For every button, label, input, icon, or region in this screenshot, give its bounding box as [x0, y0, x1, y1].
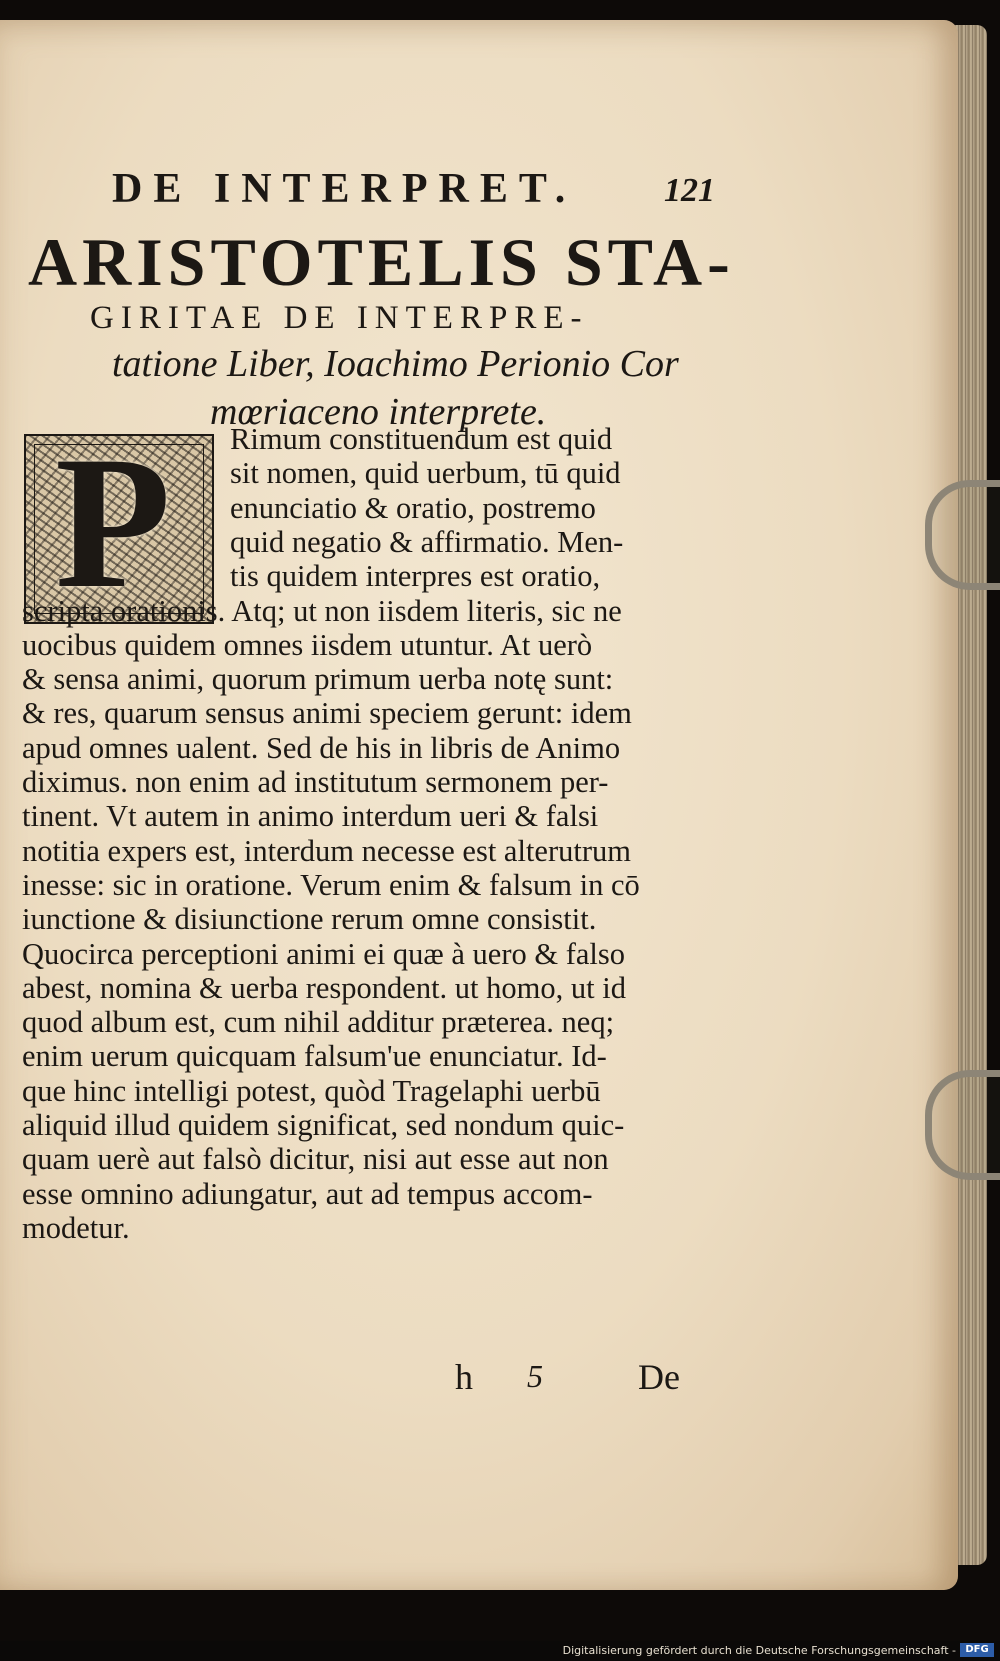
title-line-3: tatione Liber, Ioachimo Perionio Cor [112, 343, 679, 385]
text-line: tis quidem interpres est oratio, [230, 559, 601, 594]
dfg-logo: DFG [960, 1643, 994, 1657]
signature-letter: h [455, 1357, 473, 1397]
text-line: Rimum constituendum est quid [230, 422, 613, 456]
text-line: scripta orationis. Atq; ut non iisdem literis, sic ne [22, 593, 622, 628]
text-line: diximus. non enim ad institutum sermonem per- [22, 765, 609, 799]
title-line-1: ARISTOTELIS STA- [28, 224, 735, 300]
initial-letter: P [54, 418, 172, 628]
text-line: quid negatio & affirmatio. Men- [230, 524, 624, 559]
folio-number: 121 [664, 172, 715, 209]
running-head: DE INTERPRET. [112, 166, 577, 212]
text-line: tinent. Vt autem in animo interdum ueri & falsi [22, 799, 599, 834]
text-line: modetur. [22, 1210, 130, 1245]
text-line: esse omnino adiungatur, aut ad tempus accom- [22, 1176, 593, 1211]
clasp-top [925, 480, 1000, 590]
text-line: & sensa animi, quorum primum uerba notę sunt: [22, 662, 614, 697]
catchword: De [638, 1357, 680, 1397]
signature-number: 5 [527, 1358, 543, 1394]
text-line: enunciatio & oratio, postremo [230, 490, 596, 525]
text-line: enim uerum quicquam falsum'ue enunciatur. Id- [22, 1039, 607, 1074]
title-line-4: mœriaceno interprete. [210, 391, 547, 433]
text-line: notitia expers est, interdum necesse est alterutrum [22, 833, 631, 868]
text-line: apud omnes ualent. Sed de his in libris de Animo [22, 730, 621, 765]
text-line: que hinc intelligi potest, quòd Tragelaphi uerbū [22, 1073, 601, 1108]
digitization-credit: Digitalisierung gefördert durch die Deutsche Forschungsgemeinschaft - [562, 1644, 956, 1657]
text-line: inesse: sic in oratione. Verum enim & falsum in cō [22, 867, 640, 902]
text-line: abest, nomina & uerba respondent. ut homo, ut id [22, 970, 626, 1005]
text-line: sit nomen, quid uerbum, tū quid [230, 456, 621, 491]
text-line: uocibus quidem omnes iisdem utuntur. At uerò [22, 627, 593, 662]
clasp-bottom [925, 1070, 1000, 1180]
text-line: iunctione & disiunctione rerum omne consistit. [22, 902, 597, 937]
text-line: Quocirca perceptioni animi ei quæ à uero & falso [22, 936, 626, 971]
text-line: quam uerè aut falsò dicitur, nisi aut esse aut non [22, 1142, 609, 1177]
text-line: quod album est, cum nihil additur præterea. neq; [22, 1005, 615, 1040]
text-line: aliquid illud quidem significat, sed nondum quic- [22, 1108, 625, 1142]
text-line: & res, quarum sensus animi speciem gerunt: idem [22, 696, 632, 731]
book-page [0, 20, 958, 1590]
title-line-2: GIRITAE DE INTERPRE- [90, 300, 589, 336]
